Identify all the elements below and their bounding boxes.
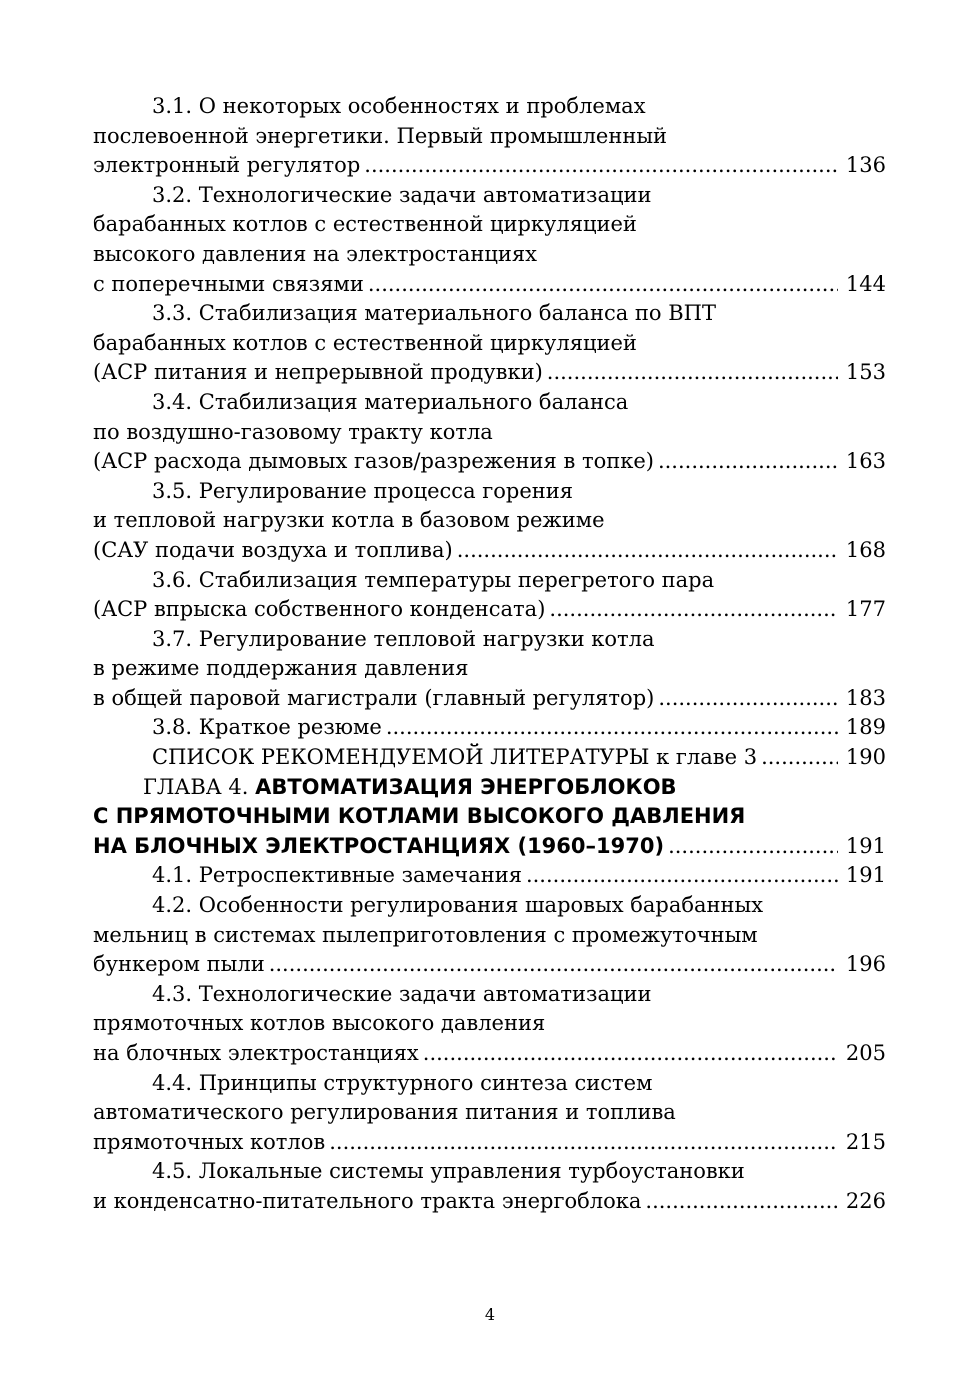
chapter-heading — [93, 773, 886, 803]
toc-entry-last-line — [93, 1128, 886, 1158]
toc-entry-title-cont: барабанных котлов с естественной циркуляцией — [93, 212, 637, 237]
toc-entry-title-cont: и тепловой нагрузки котла в базовом режиме — [93, 508, 605, 533]
page-ref: 215 — [845, 1129, 886, 1154]
toc-entry-title-cont: и конденсатно-питательного тракта энергоблока — [93, 1188, 642, 1213]
toc-entry-last-line — [93, 861, 886, 891]
toc-entry-4-3 — [93, 980, 886, 1069]
toc-entry-title: 3.1. О некоторых особенностях и проблемах — [152, 94, 646, 118]
toc-entry-title: 3.2. Технологические задачи автоматизации — [152, 182, 652, 207]
toc-entry-title-cont: прямоточных котлов высокого давления — [93, 1011, 546, 1036]
dot-leader — [269, 950, 838, 980]
dot-leader — [658, 684, 838, 714]
toc-entry-title-cont: в режиме поддержания давления — [93, 656, 469, 681]
toc-entry-title: 3.3. Стабилизация материального баланса по ВПТ — [152, 301, 716, 326]
page-ref: 189 — [845, 715, 886, 740]
chapter-title-cont: НА БЛОЧНЫХ ЭЛЕКТРОСТАНЦИЯХ (1960–1970) — [93, 833, 665, 858]
dot-leader — [386, 713, 838, 743]
page-ref: 168 — [845, 537, 886, 562]
toc-entry-title-cont: (АСР расхода дымовых газов/разрежения в топке) — [93, 449, 654, 474]
dot-leader — [329, 1128, 838, 1158]
toc-entry-title-cont: на блочных электростанциях — [93, 1041, 419, 1065]
dot-leader — [423, 1039, 838, 1069]
toc-entry-title: 3.8. Краткое резюме — [152, 715, 382, 740]
page-ref: 163 — [845, 449, 886, 474]
toc-entry-title-cont: в общей паровой магистрали (главный регулятор) — [93, 685, 655, 710]
toc-entry-4-5 — [93, 1157, 886, 1216]
toc-entry-3-3 — [93, 299, 886, 388]
page-ref: 191 — [845, 863, 886, 888]
dot-leader — [368, 270, 838, 300]
dot-leader — [457, 536, 838, 566]
toc-entry-4-1 — [93, 861, 886, 891]
dot-leader — [645, 1187, 838, 1217]
toc-entry-last-line — [93, 151, 886, 181]
toc-entry-title-cont: барабанных котлов с естественной циркуляцией — [93, 330, 637, 355]
toc-entry-3-2 — [93, 181, 886, 299]
page-ref: 226 — [845, 1188, 886, 1213]
page-ref: 177 — [845, 597, 886, 622]
chapter-prefix: ГЛАВА 4. — [143, 774, 249, 799]
toc-entry-title: СПИСОК РЕКОМЕНДУЕМОЙ ЛИТЕРАТУРЫ к главе 3 — [152, 745, 758, 770]
toc-entry-title: 4.1. Ретроспективные замечания — [152, 863, 522, 888]
toc-entry-title-cont: по воздушно-газовому тракту котла — [93, 419, 493, 444]
toc-entry-title: 4.4. Принципы структурного синтеза систем — [152, 1070, 653, 1095]
toc-entry-4-4 — [93, 1069, 886, 1158]
dot-leader — [658, 447, 838, 477]
page-ref: 183 — [845, 685, 886, 710]
toc-entry-last-line — [93, 950, 886, 980]
dot-leader — [526, 861, 838, 891]
page-number: 4 — [484, 1305, 496, 1324]
page-ref: 144 — [845, 271, 886, 296]
toc-entry-title: 3.6. Стабилизация температуры перегретого пара — [152, 567, 715, 592]
toc-entry-title-cont: (АСР питания и непрерывной продувки) — [93, 360, 543, 385]
chapter-title-cont: С ПРЯМОТОЧНЫМИ КОТЛАМИ ВЫСОКОГО ДАВЛЕНИЯ — [93, 804, 746, 829]
toc-entry-title-cont: прямоточных котлов — [93, 1129, 326, 1154]
toc-entry-last-line — [93, 270, 886, 300]
toc-entry-3-5 — [93, 477, 886, 566]
page-ref: 136 — [845, 153, 886, 178]
toc-entry-3-6 — [93, 566, 886, 625]
toc-entry-3-8 — [93, 713, 886, 743]
toc-entry-title: 3.5. Регулирование процесса горения — [152, 478, 574, 503]
toc-entry-last-line — [93, 684, 886, 714]
page-ref: 196 — [845, 952, 886, 977]
toc-entry-last-line — [93, 713, 886, 743]
toc-entry-last-line — [93, 1187, 886, 1217]
dot-leader — [668, 832, 838, 862]
toc-entry-last-line — [93, 743, 886, 773]
toc-entry-title-cont: мельниц в системах пылеприготовления с промежуточным — [93, 922, 758, 947]
page-ref: 190 — [845, 745, 886, 770]
toc-entry-last-line — [93, 536, 886, 566]
toc-entry-title-cont: бункером пыли — [93, 952, 265, 977]
page-ref: 153 — [845, 360, 886, 385]
toc-entry-4-2 — [93, 891, 886, 980]
toc-entry-3-1 — [93, 92, 886, 181]
toc-entry-last-line — [93, 358, 886, 388]
toc-entry-title-cont: с поперечными связями — [93, 271, 364, 296]
dot-leader — [547, 358, 838, 388]
toc-entry-title: 4.5. Локальные системы управления турбоустановки — [152, 1159, 745, 1184]
toc-entry-title-cont: послевоенной энергетики. Первый промышленный — [93, 123, 668, 148]
toc-entry-3-4 — [93, 388, 886, 477]
toc-chapter-4 — [93, 773, 886, 862]
dot-leader — [761, 743, 838, 773]
toc-entry-title: 3.7. Регулирование тепловой нагрузки котла — [152, 626, 655, 651]
toc-entry-title-cont: автоматического регулирования питания и топлива — [93, 1100, 676, 1125]
toc-entry-last-line — [93, 1039, 886, 1069]
dot-leader — [364, 151, 838, 181]
toc-entry-title: 4.2. Особенности регулирования шаровых барабанных — [152, 893, 764, 918]
chapter-title: АВТОМАТИЗАЦИЯ ЭНЕРГОБЛОКОВ — [255, 774, 677, 799]
toc-entry-last-line — [93, 832, 886, 862]
toc-entry-last-line — [93, 447, 886, 477]
table-of-contents — [93, 92, 886, 1217]
toc-entry-literature-3 — [93, 743, 886, 773]
toc-entry-title-cont: высокого давления на электростанциях — [93, 241, 538, 266]
dot-leader — [549, 595, 838, 625]
page-ref: 205 — [845, 1041, 886, 1065]
toc-entry-title-cont: (САУ подачи воздуха и топлива) — [93, 537, 453, 562]
page-ref: 191 — [845, 833, 886, 858]
toc-entry-3-7 — [93, 625, 886, 714]
toc-entry-title-cont: (АСР впрыска собственного конденсата) — [93, 597, 546, 622]
toc-entry-title: 3.4. Стабилизация материального баланса — [152, 389, 629, 414]
toc-entry-title: 4.3. Технологические задачи автоматизации — [152, 981, 652, 1006]
toc-entry-title-cont: электронный регулятор — [93, 153, 361, 178]
toc-entry-last-line — [93, 595, 886, 625]
